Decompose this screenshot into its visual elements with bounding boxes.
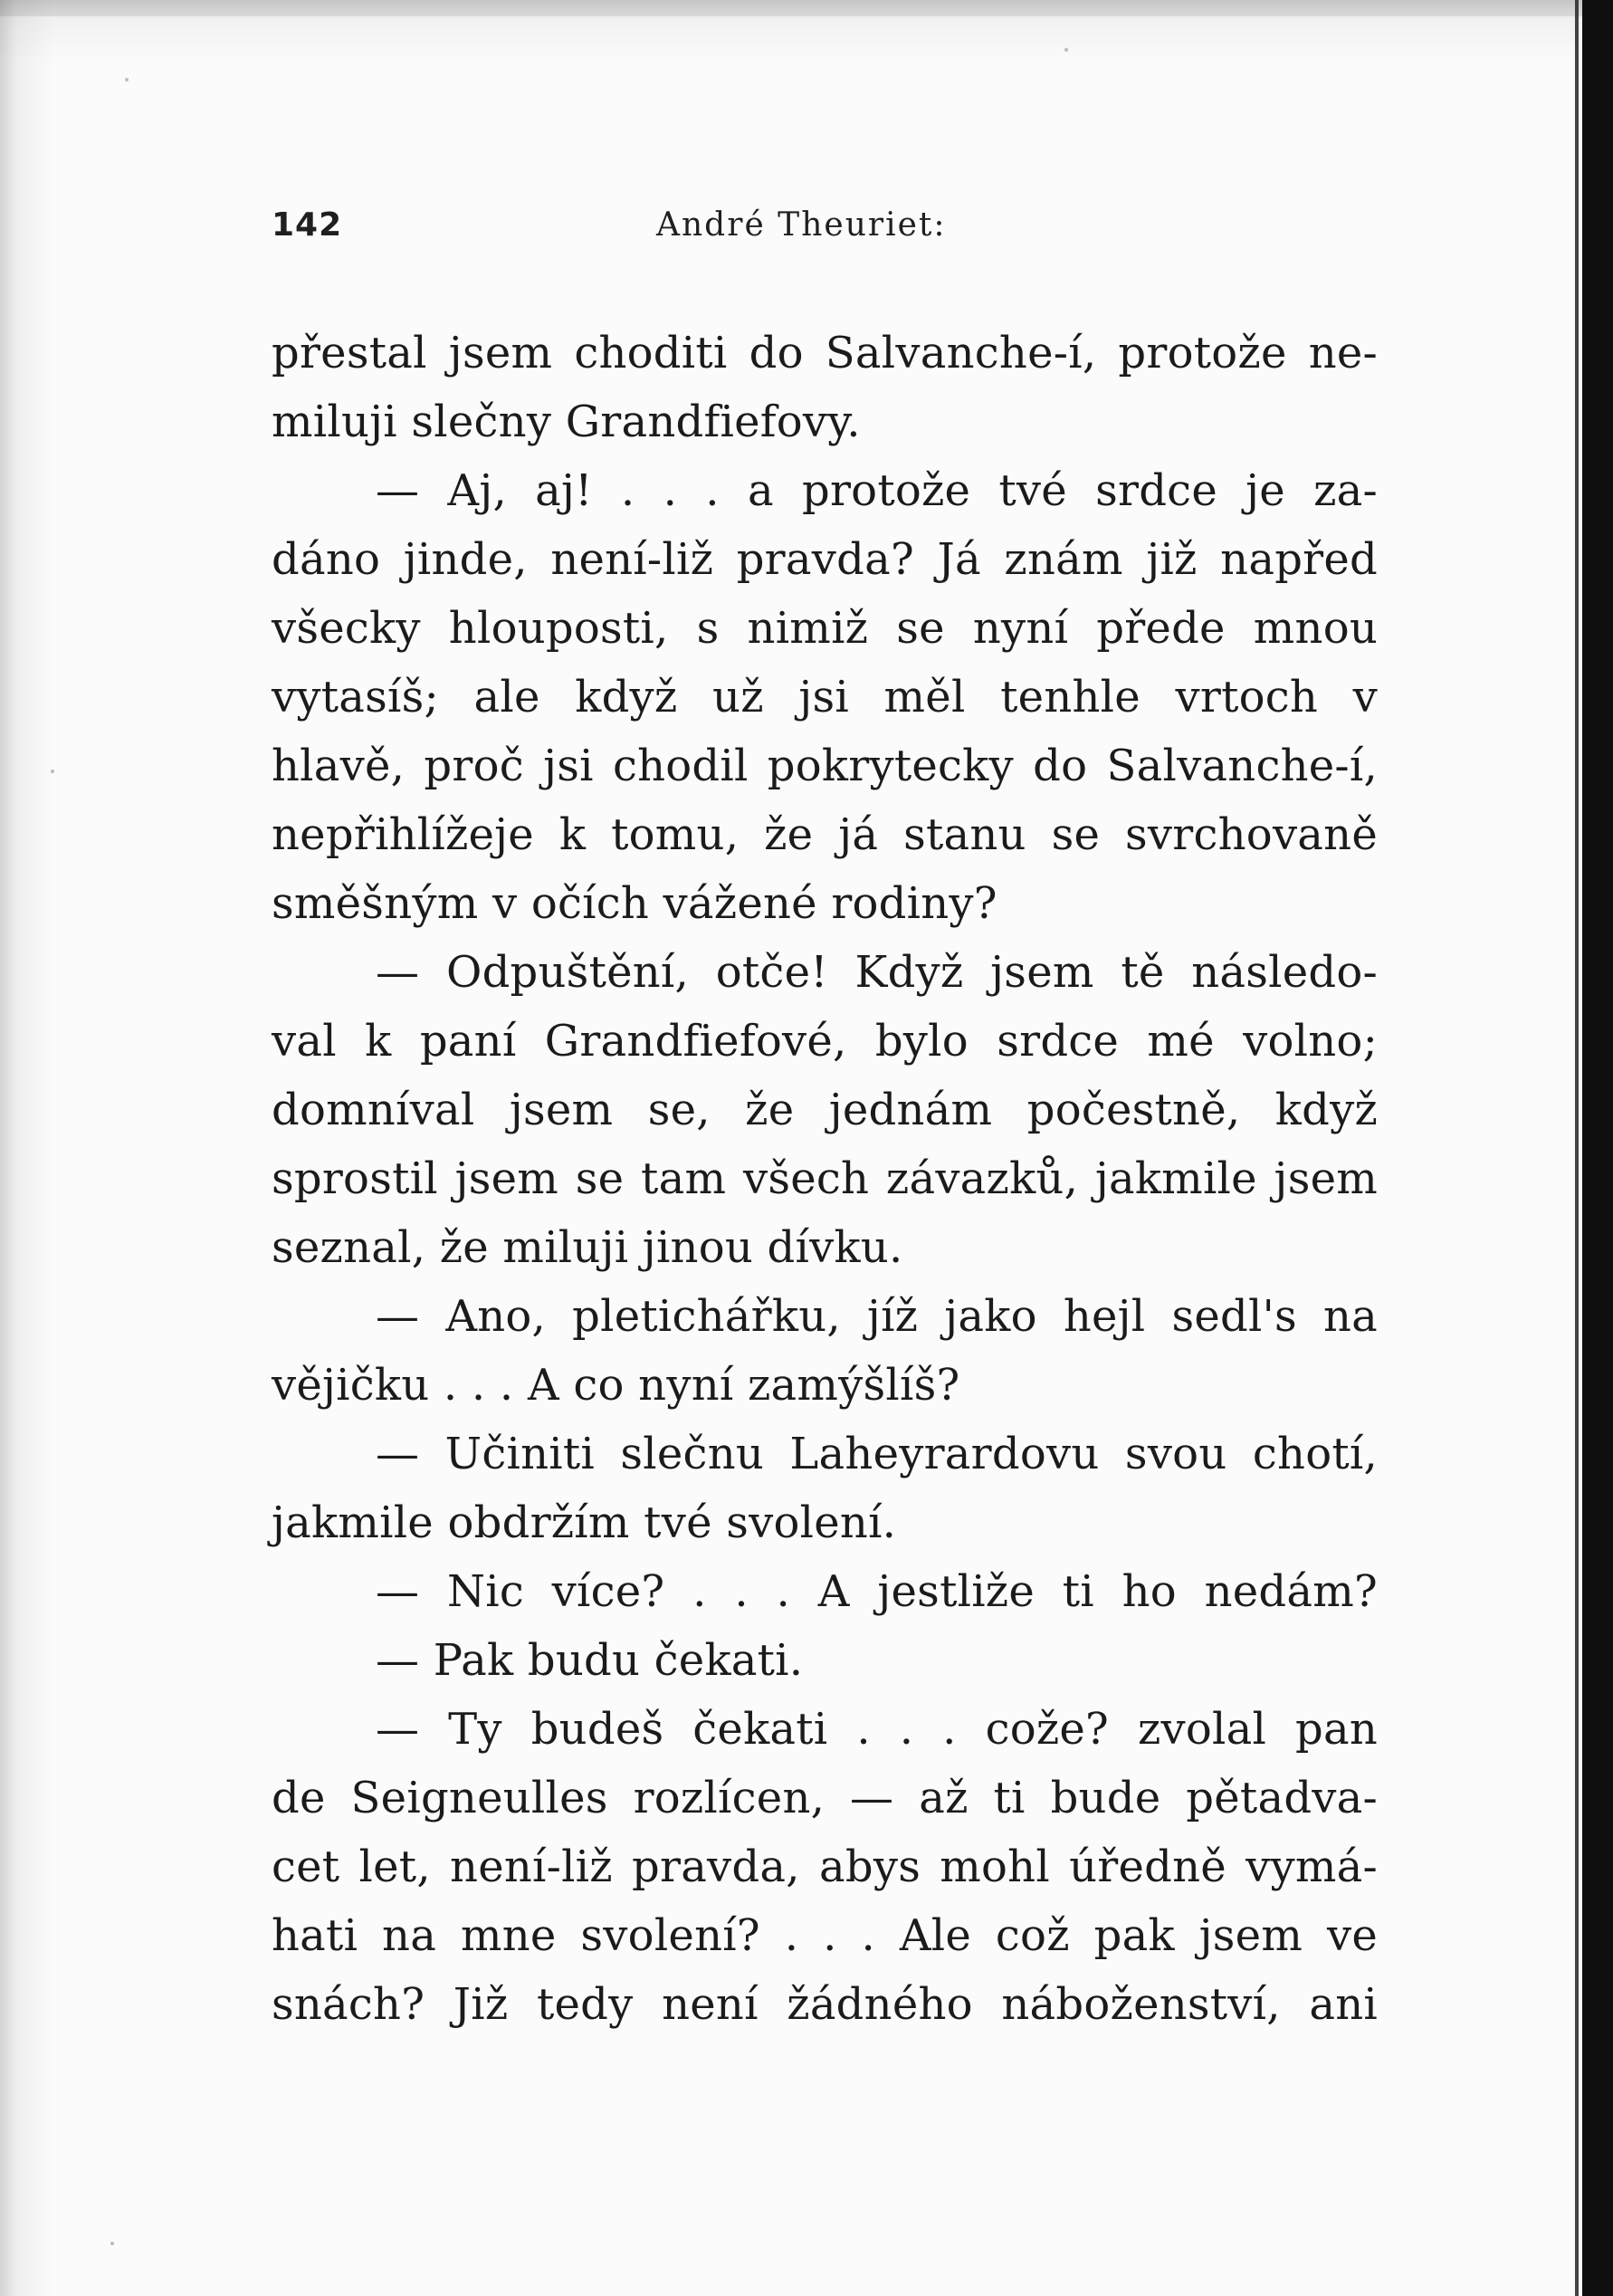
text-line: — Nic více? . . . A jestliže ti ho nedám?	[376, 1566, 1378, 1617]
text-line: — Pak budu čekati.	[376, 1635, 804, 1686]
text-line: domníval jsem se, že jednám počestně, když	[272, 1085, 1378, 1135]
text-line: — Ty budeš čekati . . . cože? zvolal pan	[376, 1704, 1378, 1755]
text-line: snách? Již tedy není žádného náboženství, ani	[272, 1979, 1378, 2030]
text-line: sprostil jsem se tam všech závazků, jakmile jsem	[272, 1153, 1378, 1204]
text-line: hati na mne svolení? . . . Ale což pak jsem ve	[272, 1910, 1378, 1961]
text-line: seznal, že miluji jinou dívku.	[272, 1222, 903, 1273]
text-line: val k paní Grandfiefové, bylo srdce mé volno;	[272, 1016, 1378, 1067]
text-line: směšným v očích vážené rodiny?	[272, 878, 997, 929]
text-line: cet let, není-liž pravda, abys mohl úředně vymá-	[272, 1842, 1378, 1892]
text-line: všecky hlouposti, s nimiž se nyní přede mnou	[272, 603, 1378, 654]
text-line: přestal jsem choditi do Salvanche-í, protože ne-	[272, 328, 1378, 378]
text-line: jakmile obdržím tvé svolení.	[272, 1497, 897, 1548]
text-line: — Aj, aj! . . . a protože tvé srdce je za-	[376, 465, 1378, 516]
text-line: — Odpuštění, otče! Když jsem tě následo-	[376, 947, 1378, 998]
text-line: miluji slečny Grandfiefovy.	[272, 397, 861, 447]
text-line: — Ano, pletichářku, jíž jako hejl sedl's na	[376, 1291, 1378, 1342]
running-head: André Theuriet:	[656, 206, 947, 244]
text-line: — Učiniti slečnu Laheyrardovu svou chotí,	[376, 1429, 1378, 1479]
body-text	[272, 319, 1378, 2039]
text-line: de Seigneulles rozlícen, — až ti bude pětadva-	[272, 1773, 1378, 1823]
text-line: hlavě, proč jsi chodil pokrytecky do Salvanche-í,	[272, 741, 1378, 791]
text-line: nepřihlížeje k tomu, že já stanu se svrchovaně	[272, 809, 1378, 860]
page-header	[272, 206, 1430, 261]
page-number: 142	[272, 206, 343, 244]
text-line: vytasíš; ale když už jsi měl tenhle vrtoch v	[272, 672, 1378, 722]
text-line: vějičku . . . A co nyní zamýšlíš?	[272, 1360, 960, 1411]
text-line: dáno jinde, není-liž pravda? Já znám již napřed	[272, 534, 1378, 585]
